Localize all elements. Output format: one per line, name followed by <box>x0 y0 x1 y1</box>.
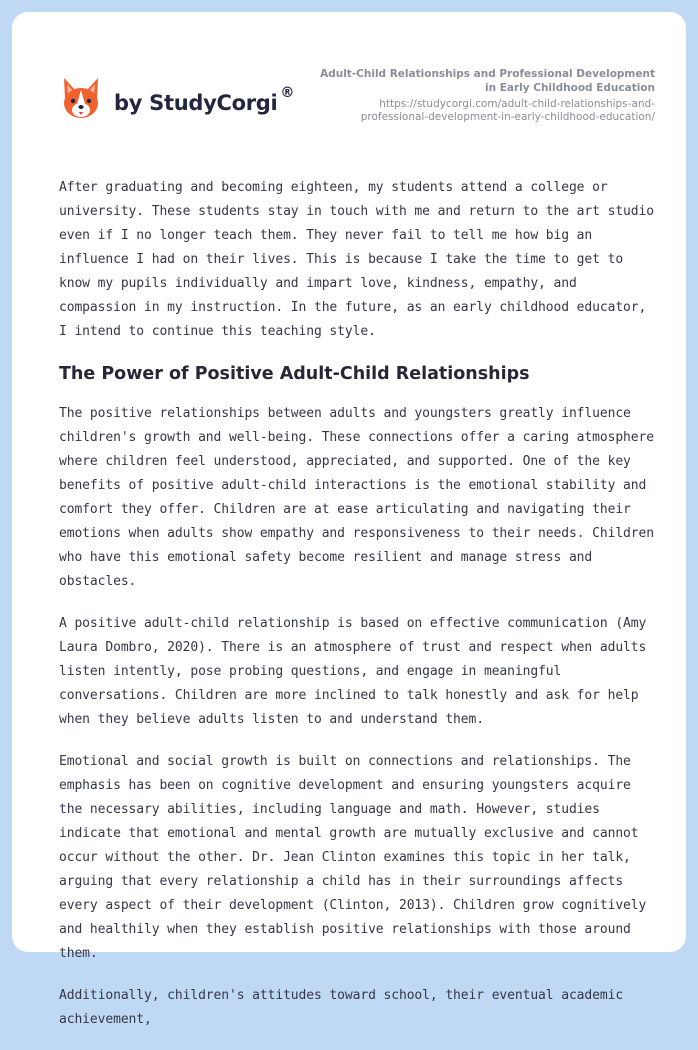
paragraph: Additionally, children's attitudes toward school, their eventual academic achievement, <box>59 988 624 1027</box>
paragraph: A positive adult-child relationship is based on effective communication (Amy Laura Dombro, 2020). There is an atmosphere of trust and respect when adults listen intently, pose probing questions, and engage in meaningful conversations. Children are more inclined to talk honestly and ask for help when they believe adults listen to and understand them. <box>59 616 647 727</box>
corgi-icon <box>60 76 102 122</box>
document-title-line-2: in Early Childhood Education <box>484 82 655 94</box>
document-page <box>12 12 686 1027</box>
section-heading: The Power of Positive Adult-Child Relationships <box>59 364 530 384</box>
document-title <box>295 67 655 95</box>
document-header <box>295 67 655 124</box>
document-url-line-2[interactable]: professional-development-in-early-childhood-education/ <box>360 111 655 123</box>
paragraph: Emotional and social growth is built on connections and relationships. The emphasis has been on cognitive development and ensuring youngsters acquire the necessary abilities, including language and math. However, studies indicate that emotional and mental growth are mutually exclusive and cannot occur without the other. Dr. Jean Clinton examines this topic in her talk, arguing that every relationship a child has in their surroundings affects every aspect of their development (Clinton, 2013). Children grow cognitively and healthily when they establish positive relationships with those around them. <box>59 754 647 961</box>
brand-name: by StudyCorgi ® <box>114 85 295 115</box>
registered-mark: ® <box>280 85 295 101</box>
document-body <box>59 176 659 1050</box>
document-url-line-1[interactable]: https://studycorgi.com/adult-child-relationships-and- <box>379 98 655 110</box>
paragraph: The positive relationships between adults and youngsters greatly influence children's growth and well-being. These connections offer a caring atmosphere where children feel understood, appreciated, and supported. One of the key benefits of positive adult-child interactions is the emotional stability and comfort they offer. Children are at ease articulating and navigating their emotions when adults show empathy and responsiveness to their needs. Children who have this emotional safety become resilient and manage stress and obstacles. <box>59 406 654 589</box>
document-url[interactable] <box>295 98 655 124</box>
document-title-line-1: Adult-Child Relationships and Professional Development <box>320 68 655 80</box>
paragraph: After graduating and becoming eighteen, my students attend a college or university. These students stay in touch with me and return to the art studio even if I no longer teach them. They never fail to tell me how big an influence I had on their lives. This is because I take the time to get to know my pupils individually and impart love, kindness, empathy, and compassion in my instruction. In the future, as an early childhood educator, I intend to continue this teaching style. <box>59 180 654 339</box>
studycorgi-logo[interactable] <box>60 76 294 122</box>
